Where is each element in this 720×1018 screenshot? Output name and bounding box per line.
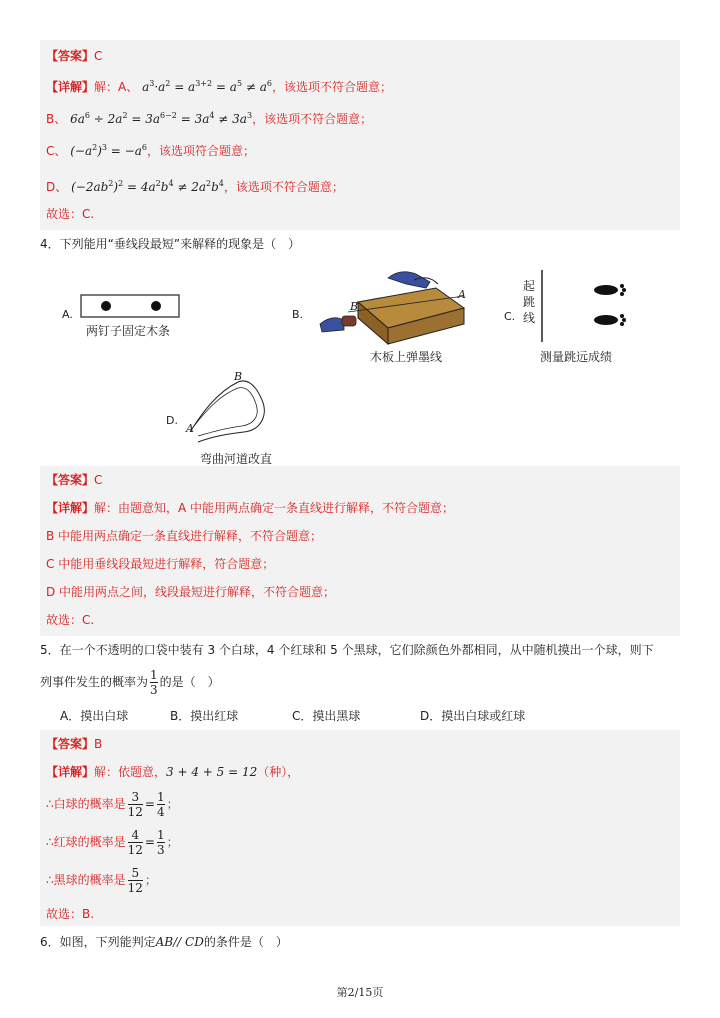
black-probability-line: ∴黑球的概率是 $\frac{5}{12}$ ； — [46, 865, 157, 895]
detail-line-b: B、 $6a^6 \div 2a^2 = 3a^{6-2} = 3a^4 \ne 3a^3$，该选项不符合题意； — [46, 111, 373, 126]
option-c: C．摸出黑球 — [292, 709, 361, 723]
red-probability-line: ∴红球的概率是 $\frac{4}{12}$ = $\frac{1}{3}$ ； — [46, 827, 179, 857]
q4-answer-block — [40, 466, 680, 636]
point-a-label: A — [458, 288, 466, 301]
conclusion-line: 故选：C. — [46, 207, 95, 221]
detail-line: D 中能用两点之间，线段最短进行解释，不符合题意； — [46, 585, 336, 599]
point-b-label: B — [350, 300, 359, 313]
fraction: $\frac{1}{3}$ — [150, 667, 158, 697]
option-b-caption: 木板上弹墨线 — [370, 350, 443, 364]
option-d-label: D. — [166, 414, 178, 427]
formula-d: $(-2ab^2)^2 = 4a^2b^4 \ne 2a^2b^4$ — [71, 179, 224, 194]
option-a-label: A. — [62, 308, 73, 321]
q3-answer-block — [40, 40, 680, 230]
formula-b: $6a^6 \div 2a^2 = 3a^{6-2} = 3a^4 \ne 3a^3$ — [70, 111, 253, 126]
answer-line: 【答案】C — [46, 49, 103, 63]
takeoff-line-label: 起跳线 — [523, 279, 536, 325]
question-4-stem: 4．下列能用“垂线段最短”来解释的现象是（ ） — [40, 237, 301, 251]
white-probability-line: ∴白球的概率是 $\frac{3}{12}$ = $\frac{1}{4}$ ； — [46, 789, 179, 819]
option-a: A．摸出白球 — [60, 709, 129, 723]
option-a-caption: 两钉子固定木条 — [86, 324, 171, 338]
q5-answer-block — [40, 730, 680, 926]
question-6-stem: 6．如图，下列能判定AB// CD的条件是（ ） — [40, 935, 288, 949]
option-b-label: B. — [292, 308, 304, 321]
answer-line: 【答案】C — [46, 473, 103, 487]
option-b-figure — [318, 268, 478, 348]
conclusion-line: 故选：B. — [46, 907, 95, 921]
detail-line: 【详解】解：依题意，3 + 4 + 5 = 12（种）， — [46, 765, 300, 779]
option-d: D．摸出白球或红球 — [420, 709, 526, 723]
detail-line-c: C、 $(-a^2)^3 = -a^6$，该选项符合题意； — [46, 143, 255, 158]
option-c-caption: 测量跳远成绩 — [540, 350, 613, 364]
point-a-label: A — [186, 422, 194, 435]
detail-line-d: D、 $(-2ab^2)^2 = 4a^2b^4 \ne 2a^2b^4$，该选项不符合题意； — [46, 179, 344, 194]
option-d-caption: 弯曲河道改直 — [200, 452, 273, 466]
detail-line: 【详解】解：由题意知，A 中能用两点确定一条直线进行解释，不符合题意； — [46, 501, 455, 515]
answer-line: 【答案】B — [46, 737, 103, 751]
detail-line: B 中能用两点确定一条直线进行解释，不符合题意； — [46, 529, 323, 543]
detail-line-a: 【详解】解：A、 $a^3\cdot a^2 = a^{3+2} = a^5 \ne a^6$，该选项不符合题意； — [46, 79, 392, 94]
page-number: 第2/15页 — [336, 986, 384, 999]
point-b-label: B — [234, 370, 243, 383]
option-d-figure — [184, 370, 274, 450]
formula-c: $(-a^2)^3 = -a^6$ — [70, 143, 147, 158]
detail-line: C 中能用垂线段最短进行解释，符合题意； — [46, 557, 275, 571]
footprint-icon — [594, 314, 626, 326]
formula-a: $a^3\cdot a^2 = a^{3+2} = a^5 \ne a^6$ — [142, 79, 272, 94]
option-c-figure — [538, 268, 638, 344]
option-b: B．摸出红球 — [170, 709, 239, 723]
option-c-label: C. — [504, 310, 516, 323]
option-a-figure — [80, 294, 180, 318]
footprint-icon — [594, 284, 626, 296]
conclusion-line: 故选：C. — [46, 613, 95, 627]
question-5-stem-line2: 列事件发生的概率为 $\frac{1}{3}$ 的是（ ） — [40, 667, 220, 697]
question-5-stem-line1: 5．在一个不透明的口袋中装有 3 个白球，4 个红球和 5 个黑球，它们除颜色外都相同，从中随机摸出一个球，则下 — [40, 643, 654, 657]
